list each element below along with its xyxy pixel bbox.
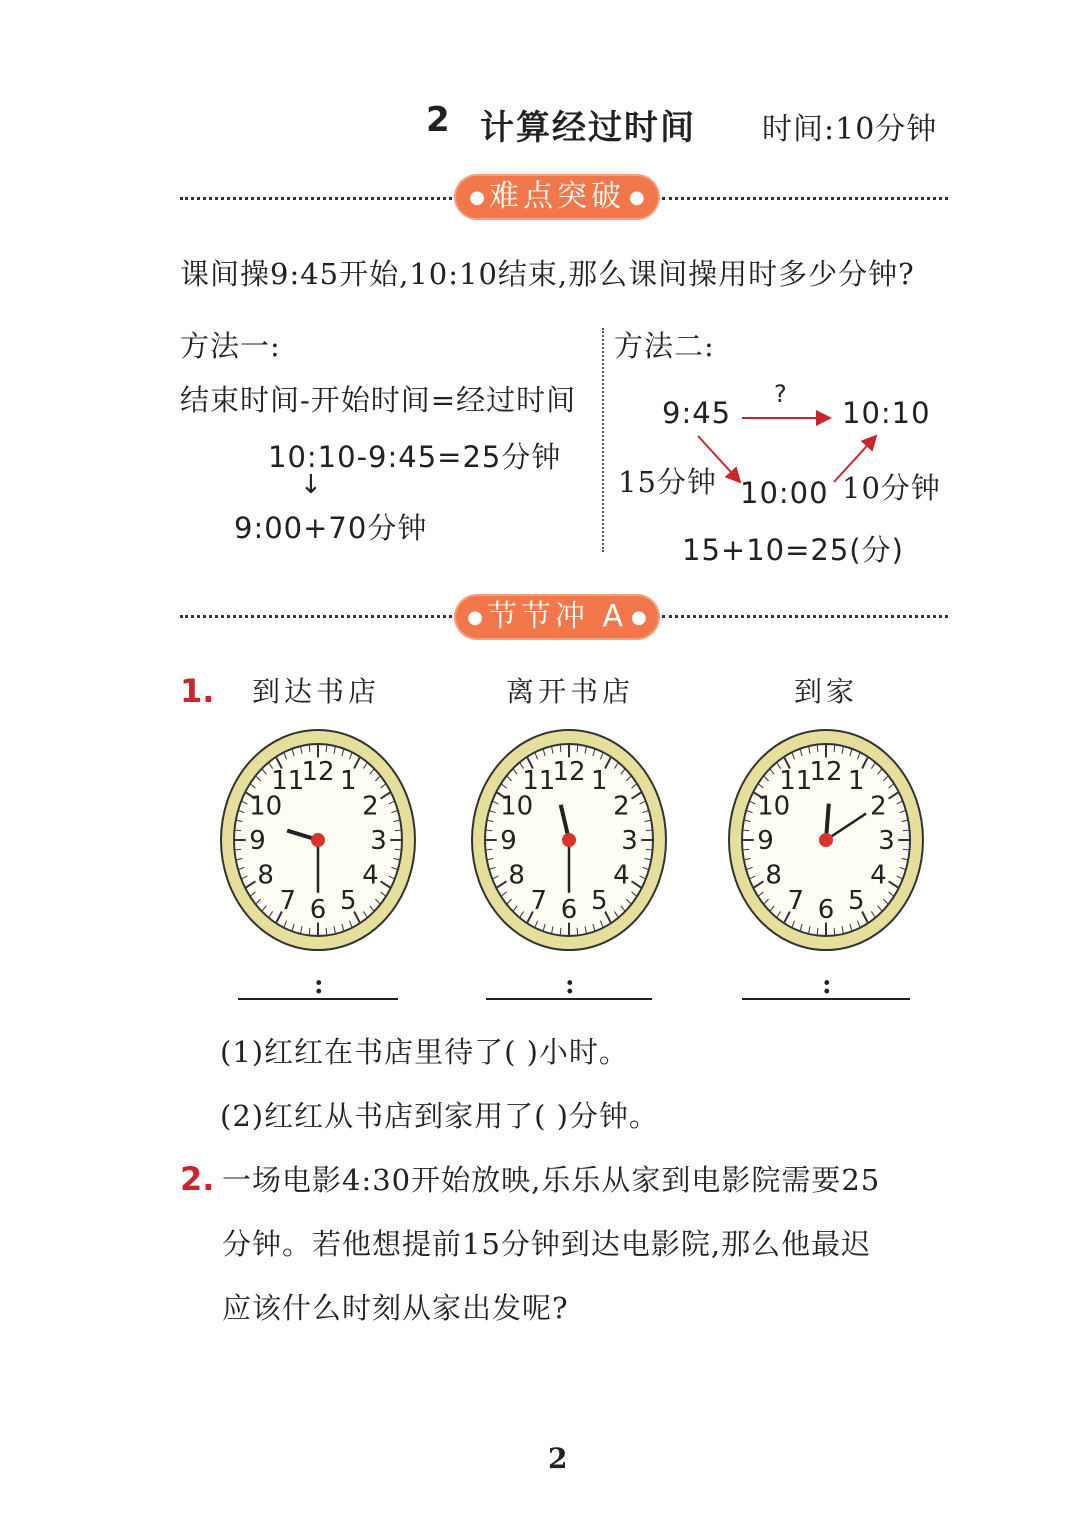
clock-numeral: 5: [847, 885, 865, 916]
clock-tick: [560, 745, 561, 752]
bullet-icon: ●: [631, 606, 647, 628]
clock-tick: [577, 745, 578, 752]
clock-numeral: 1: [590, 766, 608, 797]
clock-tick: [817, 928, 818, 935]
method2-start-time: 9:45: [662, 396, 732, 430]
method2-question-mark: ?: [774, 380, 788, 408]
clock-numeral: 12: [301, 756, 335, 787]
answer-colon-3: :: [822, 970, 832, 1000]
clock-numeral: 6: [309, 895, 327, 926]
clock-numeral: 8: [765, 860, 782, 891]
clock-tick: [235, 849, 241, 850]
clock-numeral: 12: [552, 756, 586, 787]
clock-numeral: 2: [870, 791, 887, 822]
clock-numeral: 4: [362, 860, 379, 891]
clock-numeral: 2: [613, 791, 630, 822]
clock-tick: [235, 830, 241, 831]
clock-tick: [834, 745, 835, 752]
clock-numeral: 1: [339, 766, 357, 797]
clock-tick: [560, 928, 561, 935]
clock-numeral: 7: [279, 885, 297, 916]
subquestion-1: (1)红红在书店里待了( )小时。: [220, 1035, 629, 1069]
clock-label-arrive-home: 到家: [793, 675, 858, 708]
clock-numeral: 5: [339, 885, 357, 916]
clock-numeral: 4: [870, 860, 887, 891]
clock-center-dot: [562, 833, 576, 847]
clock-center-dot: [819, 833, 833, 847]
clock-numeral: 9: [500, 826, 517, 856]
page-number: 2: [548, 1442, 568, 1475]
clock-numeral: 11: [271, 766, 305, 797]
method1-conversion: 9:00+70分钟: [234, 511, 428, 545]
clock-numeral: 11: [522, 766, 556, 797]
method2-step1: 15分钟: [618, 465, 717, 499]
bullet-icon: ●: [467, 606, 483, 628]
problem2-line1: 一场电影4:30开始放映,乐乐从家到电影院需要25: [222, 1163, 881, 1197]
clock-numeral: 10: [249, 791, 283, 822]
clock-numeral: 6: [817, 895, 835, 926]
lesson-title: 计算经过时间: [480, 108, 696, 148]
clock-numeral: 12: [809, 756, 843, 787]
lesson-number: 2: [426, 100, 450, 140]
clock-tick: [326, 928, 327, 935]
clock-numeral: 3: [878, 826, 895, 856]
problem2-line2: 分钟。若他想提前15分钟到达电影院,那么他最迟: [222, 1227, 872, 1261]
clock-center-dot: [311, 833, 325, 847]
method2-mid-time: 10:00: [740, 476, 829, 510]
clock-tick: [309, 928, 310, 935]
clock-numeral: 11: [779, 766, 813, 797]
clock-tick: [577, 928, 578, 935]
clock-numeral: 10: [757, 791, 791, 822]
clock-numeral: 9: [757, 826, 774, 856]
clock-tick: [646, 849, 652, 850]
clock-tick: [486, 849, 492, 850]
clock-tick: [903, 830, 909, 831]
clock-tick: [326, 745, 327, 752]
clock-numeral: 5: [590, 885, 608, 916]
clock-numeral: 10: [500, 791, 534, 822]
clock-numeral: 9: [249, 826, 266, 856]
clock-numeral: 1: [847, 766, 865, 797]
bullet-icon: ●: [629, 186, 645, 208]
clock-tick: [817, 745, 818, 752]
method1-calc: 10:10-9:45=25分钟: [268, 440, 562, 474]
example-question: 课间操9:45开始,10:10结束,那么课间操用时多少分钟?: [180, 257, 915, 291]
answer-colon-1: :: [314, 970, 324, 1000]
clock-numeral: 8: [257, 860, 274, 891]
clock-tick: [646, 830, 652, 831]
clock-numeral: 7: [787, 885, 805, 916]
clock-numeral: 2: [362, 791, 379, 822]
problem2-number: 2.: [180, 1160, 215, 1198]
subquestion-2: (2)红红从书店到家用了( )分钟。: [220, 1099, 659, 1133]
clock-numeral: 6: [560, 895, 578, 926]
method2-label: 方法二:: [614, 329, 715, 363]
clock-tick: [743, 830, 749, 831]
method1-label: 方法一:: [180, 329, 281, 363]
down-arrow-icon: ↓: [300, 470, 322, 500]
answer-colon-2: :: [565, 970, 575, 1000]
clock-numeral: 4: [613, 860, 630, 891]
problem1-number: 1.: [180, 672, 215, 710]
clock-tick: [309, 745, 310, 752]
clock-tick: [903, 849, 909, 850]
method1-formula: 结束时间-开始时间=经过时间: [180, 383, 577, 417]
problem2-line3: 应该什么时刻从家出发呢?: [222, 1291, 569, 1325]
method2-step2: 10分钟: [842, 471, 941, 505]
clock-tick: [743, 849, 749, 850]
method2-sum: 15+10=25(分): [682, 533, 904, 567]
clock-tick: [834, 928, 835, 935]
clock-numeral: 3: [621, 826, 638, 856]
banner-label: 节节冲 A: [486, 599, 628, 634]
clock-tick: [395, 849, 401, 850]
time-limit: 时间:10分钟: [762, 112, 938, 147]
clock-label-leave-store: 离开书店: [505, 675, 634, 708]
clock-label-arrive-store: 到达书店: [251, 675, 380, 708]
bullet-icon: ●: [469, 186, 485, 208]
clock-numeral: 7: [530, 885, 548, 916]
clock-numeral: 8: [508, 860, 525, 891]
clock-numeral: 3: [370, 826, 387, 856]
clock-tick: [395, 830, 401, 831]
banner-label: 难点突破: [489, 179, 625, 214]
method2-end-time: 10:10: [842, 396, 931, 430]
clock-tick: [486, 830, 492, 831]
